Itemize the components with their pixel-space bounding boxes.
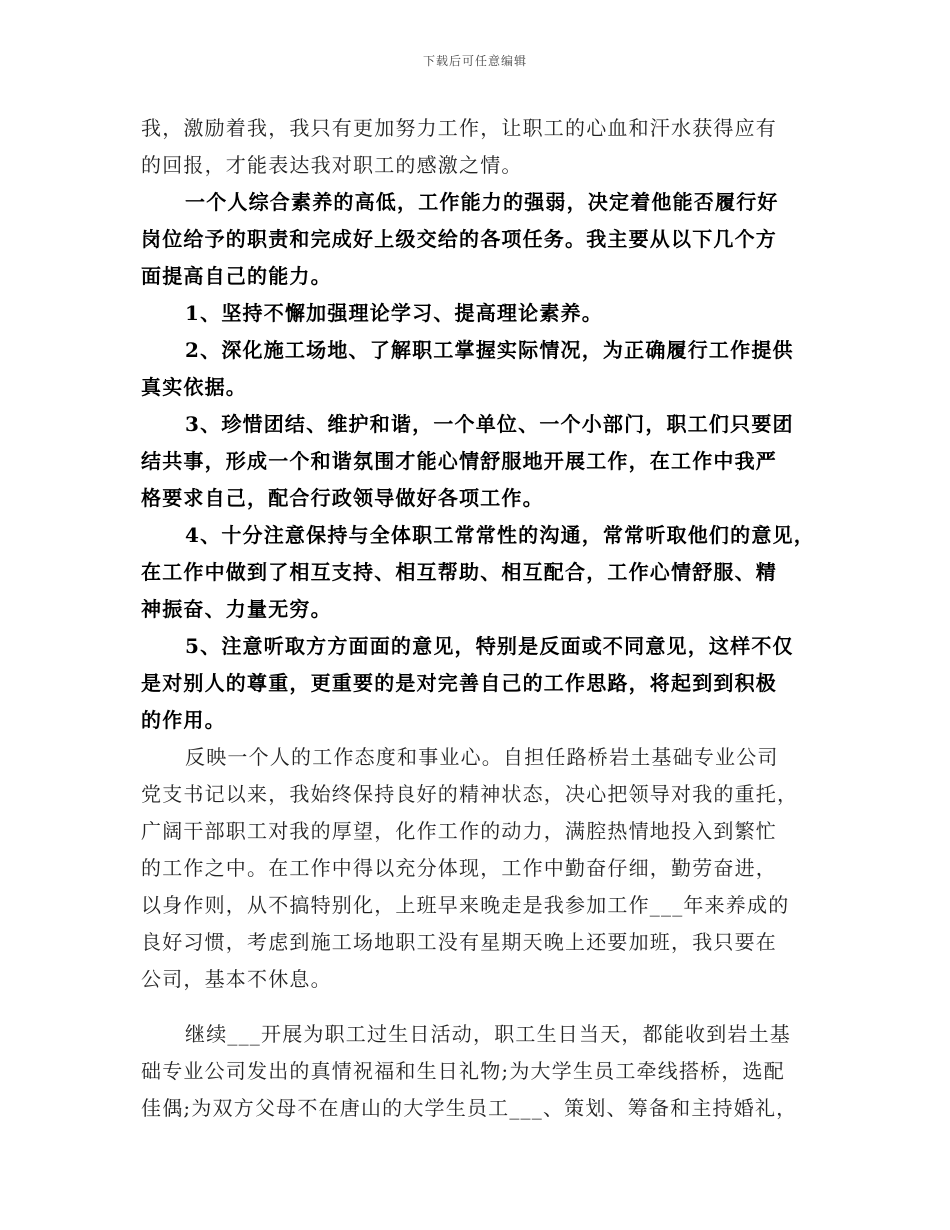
list-item-5: 5、注意听取方方面面的意见，特别是反面或不同意见，这样不仅	[185, 634, 794, 658]
text-line: 党支书记以来，我始终保持良好的精神状态，决心把领导对我的重托，	[141, 782, 799, 806]
page-header-note: 下载后可任意编辑	[422, 54, 527, 68]
text-line: 以身作则，从不搞特别化，上班早来晚走是我参加工作___年来养成的	[141, 893, 790, 917]
text-line: 面提高自己的能力。	[141, 264, 332, 288]
document-body	[141, 110, 821, 1127]
text-line: 的回报，才能表达我对职工的感激之情。	[141, 153, 523, 177]
text-line: 的工作之中。在工作中得以充分体现，工作中勤奋仔细，勤劳奋进，	[141, 856, 777, 880]
text-line: 在工作中做到了相互支持、相互帮助、相互配合，工作心情舒服、精	[141, 560, 777, 584]
text-line: 良好习惯，考虑到施工场地职工没有星期天晚上还要加班，我只要在	[141, 930, 777, 954]
text-line: 结共事，形成一个和谐氛围才能心情舒服地开展工作，在工作中我严	[141, 449, 777, 473]
list-item-2: 2、深化施工场地、了解职工掌握实际情况，为正确履行工作提供	[185, 338, 794, 362]
text-line: 广阔干部职工对我的厚望，化作工作的动力，满腔热情地投入到繁忙	[141, 819, 777, 843]
list-item-1: 1、坚持不懈加强理论学习、提高理论素养。	[185, 301, 603, 325]
text-line: 公司，基本不休息。	[141, 967, 332, 991]
text-line: 是对别人的尊重，更重要的是对完善自己的工作思路，将起到到积极	[141, 671, 777, 695]
text-line: 格要求自己，配合行政领导做好各项工作。	[141, 486, 544, 510]
list-item-3: 3、珍惜团结、维护和谐，一个单位、一个小部门，职工们只要团	[185, 412, 794, 436]
text-line: 真实依据。	[141, 375, 247, 399]
text-line: 继续___开展为职工过生日活动，职工生日当天，都能收到岩土基	[185, 1022, 791, 1046]
text-line: 础专业公司发出的真情祝福和生日礼物;为大学生员工牵线搭桥，选配	[141, 1059, 785, 1083]
paragraph-gap	[141, 998, 821, 1016]
text-line: 一个人综合素养的高低，工作能力的强弱，决定着他能否履行好	[185, 190, 779, 214]
list-item-4: 4、十分注意保持与全体职工常常性的沟通，常常听取他们的意见，	[185, 523, 815, 547]
text-line: 岗位给予的职责和完成好上级交给的各项任务。我主要从以下几个方	[141, 227, 777, 251]
text-line: 的作用。	[141, 708, 226, 732]
text-line: 神振奋、力量无穷。	[141, 597, 332, 621]
text-line: 我，激励着我，我只有更加努力工作，让职工的心血和汗水获得应有	[141, 116, 777, 140]
text-line: 佳偶;为双方父母不在唐山的大学生员工___、策划、筹备和主持婚礼，	[141, 1096, 798, 1120]
text-line: 反映一个人的工作态度和事业心。自担任路桥岩土基础专业公司	[185, 745, 779, 769]
